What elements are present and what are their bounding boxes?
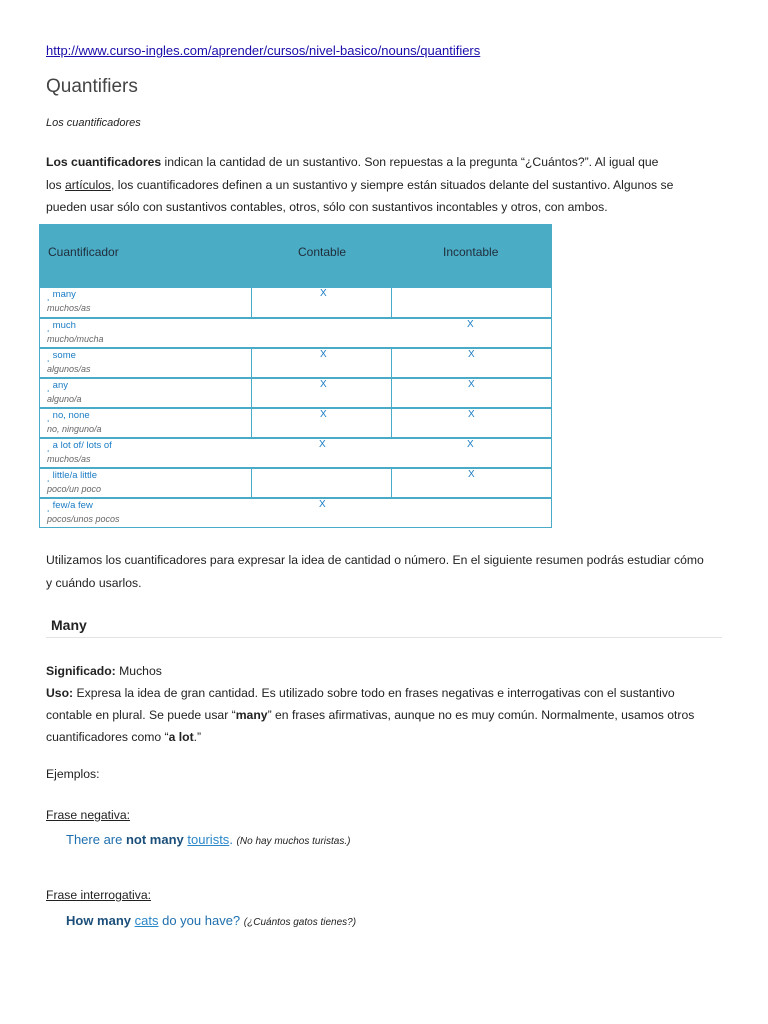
negative-example: There are not many tourists. (No hay muchos turistas.) [66,832,351,847]
intro-paragraph [46,151,736,219]
intro-line2-rest: , los cuantificadores definen a un sustantivo y siempre están situados delante del sustantivo. Algunos se [111,177,674,192]
header-cuantificador: Cuantificador [48,245,119,259]
quantifier-link[interactable]: a lot of/ lots of [52,440,112,451]
quantifier-translation: no, ninguno/a [47,424,102,434]
page-title: Quantifiers [46,76,138,97]
quantifier-link[interactable]: many [52,289,76,300]
bullet-icon: ¸ [47,503,50,512]
summary-paragraph [46,549,736,594]
summary-line1: Utilizamos los cuantificadores para expresar la idea de cantidad o número. En el siguiente resumen podrás estudiar cómo [46,553,704,567]
section-heading-many: Many [51,617,87,633]
negative-sentence-label: Frase negativa: [46,808,131,822]
quantifier-link[interactable]: few/a few [52,500,93,511]
contable-mark: X [320,288,327,299]
quantifier-translation: mucho/mucha [47,334,104,344]
incontable-mark: X [467,319,474,330]
page-subtitle: Los cuantificadores [46,117,141,129]
contable-mark: X [320,379,327,390]
contable-mark: X [320,409,327,420]
quantifier-link[interactable]: no, none [52,410,90,421]
incontable-mark: X [468,409,475,420]
bullet-icon: ¸ [47,353,50,362]
table-row [40,497,551,527]
uso-line3-bold: a lot [168,730,194,744]
uso-line1: Expresa la idea de gran cantidad. Es utilizado sobre todo en frases negativas e interrogativas con el sustantivo [73,686,675,700]
significado-label: Significado: [46,664,116,678]
table-row [40,437,551,467]
uso-line3-post: .” [193,730,202,744]
interrogative-sentence-label: Frase interrogativa: [46,888,151,902]
table-row [40,287,551,317]
quantifier-translation: poco/un poco [47,484,102,494]
contable-mark: X [319,439,326,450]
table-row [40,377,551,407]
bullet-icon: ¸ [47,413,50,422]
quantifier-translation: muchos/as [47,454,91,464]
quantifier-translation: alguno/a [47,394,82,404]
intro-line2-pre: los [46,177,65,192]
contable-mark: X [320,349,327,360]
uso-label: Uso: [46,686,74,700]
quantifier-link[interactable]: some [52,350,76,361]
quantifier-translation: muchos/as [47,303,91,313]
summary-line2: y cuándo usarlos. [46,575,142,590]
bullet-icon: ¸ [47,292,50,301]
interrogative-example: How many cats do you have? (¿Cuántos gatos tienes?) [66,913,357,928]
contable-mark: X [319,499,326,510]
uso-line2-bold: many [235,708,268,722]
table-row [40,347,551,377]
header-contable: Contable [298,245,347,259]
intro-bold-lead: Los cuantificadores [46,155,162,169]
cats-link[interactable]: cats [134,913,159,928]
ejemplos-label: Ejemplos: [46,767,100,781]
table-header [40,225,552,288]
incontable-mark: X [468,379,475,390]
bullet-icon: ¸ [47,443,50,452]
quantifier-translation: pocos/unos pocos [47,514,120,524]
incontable-mark: X [468,469,475,480]
many-description [46,660,736,748]
table-row [40,467,551,497]
quantifier-link[interactable]: much [52,320,76,331]
negative-translation: (No hay muchos turistas.) [236,836,351,847]
uso-line2-post: ” en frases afirmativas, aunque no es muy común. Normalmente, usamos otros [267,708,695,722]
quantifier-link[interactable]: little/a little [52,470,98,481]
source-url-link[interactable]: http://www.curso-ingles.com/aprender/cursos/nivel-basico/nouns/quantifiers [46,43,481,58]
quantifier-link[interactable]: any [52,380,68,391]
interrogative-translation: (¿Cuántos gatos tienes?) [243,917,357,928]
bullet-icon: ¸ [47,383,50,392]
intro-line1: indican la cantidad de un sustantivo. Son repuestas a la pregunta “¿Cuántos?”. Al igual que [161,155,659,169]
incontable-mark: X [467,439,474,450]
incontable-mark: X [468,349,475,360]
uso-line2-pre: contable en plural. Se puede usar “ [46,708,236,722]
table-row [40,407,551,437]
section-divider [46,637,722,638]
intro-line3: pueden usar sólo con sustantivos contables, otros, sólo con sustantivos incontables y otros, con ambos. [46,200,608,214]
bullet-icon: ¸ [47,473,50,482]
articulos-link[interactable]: artículos [64,177,112,192]
quantifier-translation: algunos/as [47,364,91,374]
uso-line3-pre: cuantificadores como “ [46,730,169,744]
header-incontable: Incontable [443,245,499,259]
tourists-link[interactable]: tourists [187,832,230,847]
bullet-icon: ¸ [47,323,50,332]
quantifiers-table [39,224,552,528]
table-row [40,317,551,347]
significado-value: Muchos [115,664,162,678]
